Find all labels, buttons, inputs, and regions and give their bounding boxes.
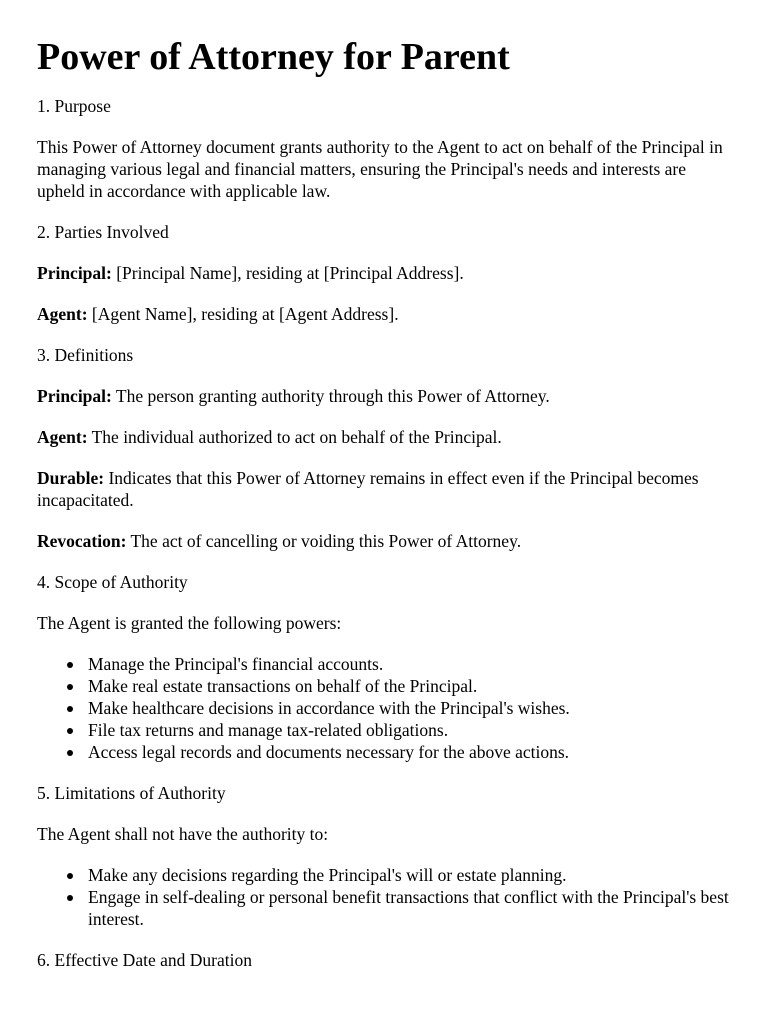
party-principal	[37, 262, 737, 284]
definition-principal	[37, 385, 737, 407]
definition-agent	[37, 426, 737, 448]
bullet-icon	[67, 684, 73, 690]
bullet-icon	[67, 662, 73, 668]
definition-term: Agent:	[37, 427, 88, 447]
list-item	[88, 653, 737, 675]
section-heading-effective: 6. Effective Date and Duration	[37, 950, 252, 970]
definition-text: The person granting authority through this Power of Attorney.	[111, 386, 550, 406]
list-item-text: Make healthcare decisions in accordance with the Principal's wishes.	[88, 698, 570, 718]
section-heading-scope: 4. Scope of Authority	[37, 572, 188, 592]
document	[37, 0, 737, 971]
page-title: Power of Attorney for Parent	[37, 36, 510, 78]
section-heading-limitations: 5. Limitations of Authority	[37, 783, 226, 803]
list-item	[88, 719, 737, 741]
limitations-intro: The Agent shall not have the authority to:	[37, 824, 329, 844]
list-item	[88, 697, 737, 719]
bullet-icon	[67, 895, 73, 901]
party-agent	[37, 303, 737, 325]
party-principal-label: Principal:	[37, 263, 112, 283]
definition-text: The act of cancelling or voiding this Power of Attorney.	[126, 531, 522, 551]
list-item	[88, 675, 737, 697]
definition-text: Indicates that this Power of Attorney remains in effect even if the Principal becomes incapacitated.	[37, 468, 699, 510]
list-item	[88, 886, 737, 930]
section-heading-parties: 2. Parties Involved	[37, 222, 169, 242]
list-item-text: Engage in self-dealing or personal benefit transactions that conflict with the Principal's best interest.	[88, 887, 729, 929]
list-item-text: Make real estate transactions on behalf of the Principal.	[88, 676, 478, 696]
bullet-icon	[67, 728, 73, 734]
definition-revocation	[37, 530, 737, 552]
definition-text: The individual authorized to act on behalf of the Principal.	[87, 427, 502, 447]
limitations-list	[37, 864, 737, 930]
party-agent-text: [Agent Name], residing at [Agent Address].	[87, 304, 399, 324]
list-item	[88, 741, 737, 763]
definition-term: Revocation:	[37, 531, 127, 551]
bullet-icon	[67, 750, 73, 756]
definition-term: Principal:	[37, 386, 112, 406]
bullet-icon	[67, 873, 73, 879]
scope-intro: The Agent is granted the following powers:	[37, 613, 342, 633]
section-heading-purpose: 1. Purpose	[37, 96, 111, 116]
list-item-text: Make any decisions regarding the Principal's will or estate planning.	[88, 865, 567, 885]
purpose-paragraph: This Power of Attorney document grants authority to the Agent to act on behalf of the Principal in managing various legal and financial matters, ensuring the Principal's needs and interests are upheld in accordance with applicable law.	[37, 137, 723, 201]
list-item	[88, 864, 737, 886]
scope-list	[37, 653, 737, 763]
section-heading-definitions: 3. Definitions	[37, 345, 134, 365]
party-principal-text: [Principal Name], residing at [Principal Address].	[111, 263, 464, 283]
list-item-text: Access legal records and documents necessary for the above actions.	[88, 742, 570, 762]
list-item-text: Manage the Principal's financial accounts.	[88, 654, 384, 674]
list-item-text: File tax returns and manage tax-related obligations.	[88, 720, 449, 740]
bullet-icon	[67, 706, 73, 712]
party-agent-label: Agent:	[37, 304, 88, 324]
definition-durable	[37, 467, 737, 511]
definition-term: Durable:	[37, 468, 105, 488]
